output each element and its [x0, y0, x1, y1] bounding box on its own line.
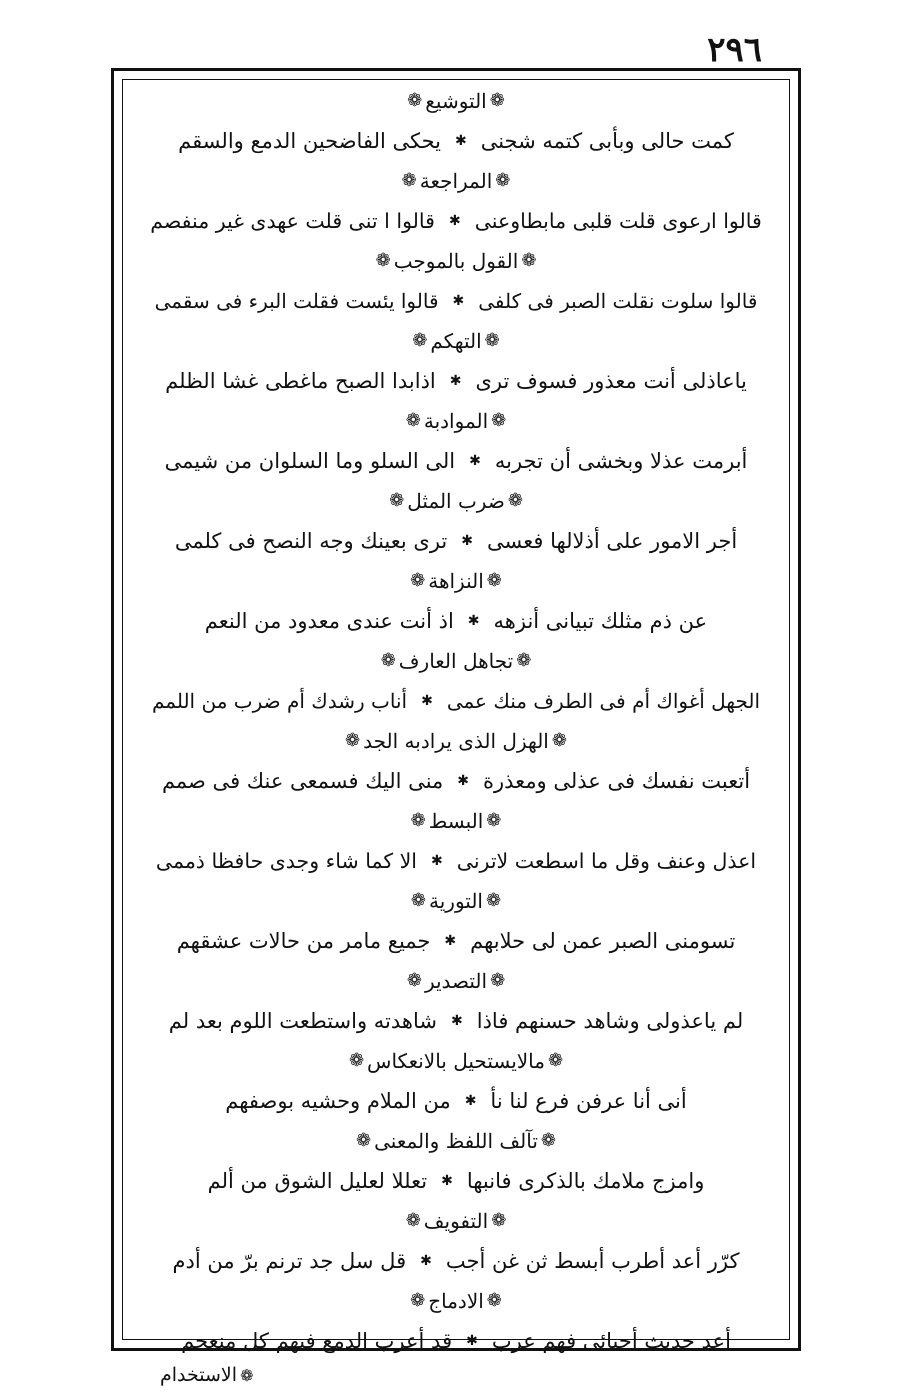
verse-second-hemistich: من الملام وحشيه بوصفهم — [225, 1089, 451, 1113]
ornament-icon: ❁ — [516, 650, 532, 671]
ornament-icon: ❁ — [345, 730, 361, 751]
section-heading — [150, 962, 762, 1000]
section-heading — [150, 562, 762, 600]
ornament-icon: ❁ — [356, 1130, 372, 1151]
section-heading — [150, 162, 762, 200]
verse-line — [150, 280, 762, 322]
section-heading — [150, 1202, 762, 1240]
verse-line — [150, 1240, 762, 1282]
section-heading — [150, 642, 762, 680]
verse-second-hemistich: اذابدا الصبح ماغطى غشا الظلم — [165, 369, 436, 393]
ornament-icon: ❁ — [410, 570, 426, 591]
poem-section — [150, 1282, 762, 1362]
verse-second-hemistich: الى السلو وما السلوان من شيمى — [164, 449, 456, 473]
verse-line — [150, 840, 762, 882]
verse-first-hemistich: أتعبت نفسك فى عذلى ومعذرة — [483, 769, 751, 793]
ornament-icon: ❁ — [406, 970, 422, 991]
verse-second-hemistich: قالوا ا تنى قلت عهدى غير منفصم — [150, 209, 435, 233]
section-heading — [150, 1042, 762, 1080]
ornament-icon: ❁ — [485, 890, 502, 911]
hemistich-separator-icon: ✱ — [469, 453, 481, 469]
hemistich-separator-icon: ✱ — [451, 1013, 463, 1029]
verse-second-hemistich: أناب رشدك أم ضرب من اللمم — [151, 689, 408, 713]
section-heading — [150, 82, 762, 120]
heading-text: الادماج — [428, 1289, 484, 1313]
poem-section — [150, 402, 762, 482]
verse-second-hemistich: قد أعرب الدمع فيهم كل منعجم — [181, 1329, 453, 1353]
poem-body — [150, 82, 762, 1362]
hemistich-separator-icon: ✱ — [448, 213, 461, 229]
verse-first-hemistich: أبرمت عذلا وبخشى أن تجربه — [494, 449, 748, 473]
page-number: ٢٩٦ — [707, 30, 762, 70]
poem-section — [150, 1202, 762, 1282]
verse-first-hemistich: ياعاذلى أنت معذور فسوف ترى — [475, 369, 747, 393]
heading-text: الموادبة — [423, 409, 489, 433]
hemistich-separator-icon: ✱ — [457, 773, 470, 789]
heading-text: مالايستحيل بالانعكاس — [367, 1049, 545, 1073]
hemistich-separator-icon: ✱ — [421, 693, 433, 709]
ornament-icon: ❁ — [240, 1366, 254, 1385]
poem-section — [150, 562, 762, 642]
hemistich-separator-icon: ✱ — [467, 613, 480, 629]
ornament-icon: ❁ — [551, 730, 567, 751]
section-heading — [150, 1282, 762, 1320]
section-heading — [150, 802, 762, 840]
section-heading — [150, 242, 762, 280]
verse-second-hemistich: منى اليك فسمعى عنك فى صمم — [161, 769, 444, 793]
verse-second-hemistich: يحكى الفاضحين الدمع والسقم — [178, 129, 441, 153]
hemistich-separator-icon: ✱ — [420, 1253, 432, 1269]
verse-second-hemistich: شاهدته واستطعت اللوم بعد لم — [168, 1009, 437, 1033]
section-heading — [150, 322, 762, 360]
verse-line — [150, 440, 762, 482]
heading-text: التهكم — [430, 329, 482, 353]
poem-section — [150, 882, 762, 962]
hemistich-separator-icon: ✱ — [449, 373, 462, 389]
verse-first-hemistich: كمت حالى وبأبى كتمه شجنى — [480, 129, 734, 153]
heading-text: التوشيع — [425, 89, 487, 113]
verse-first-hemistich: أجر الامور على أذلالها فعسى — [487, 529, 738, 553]
poem-section — [150, 1122, 762, 1202]
verse-line — [150, 520, 762, 562]
ornament-icon: ❁ — [380, 650, 396, 671]
ornament-icon: ❁ — [540, 1130, 556, 1151]
poem-section — [150, 1042, 762, 1122]
ornament-icon: ❁ — [348, 1050, 365, 1071]
ornament-icon: ❁ — [521, 250, 537, 271]
verse-first-hemistich: أنى أنا عرفن فرع لنا نأ — [490, 1089, 687, 1113]
verse-first-hemistich: قالوا سلوت نقلت الصبر فى كلفى — [478, 289, 758, 313]
poem-section — [150, 82, 762, 162]
verse-line — [150, 760, 762, 802]
ornament-icon: ❁ — [410, 1290, 426, 1311]
heading-text: التفويف — [423, 1209, 489, 1233]
ornament-icon: ❁ — [486, 1290, 502, 1311]
heading-text: تآلف اللفظ والمعنى — [374, 1129, 538, 1153]
heading-text: ضرب المثل — [407, 489, 505, 513]
heading-text: القول بالموجب — [393, 249, 519, 273]
poem-section — [150, 642, 762, 722]
verse-line — [150, 920, 762, 962]
hemistich-separator-icon: ✱ — [444, 933, 457, 949]
verse-second-hemistich: قالوا يئست فقلت البرء فى سقمى — [154, 289, 439, 313]
verse-second-hemistich: اذ أنت عندى معدود من النعم — [204, 609, 454, 633]
ornament-icon: ❁ — [490, 970, 506, 991]
ornament-icon: ❁ — [410, 890, 427, 911]
ornament-icon: ❁ — [486, 810, 502, 831]
hemistich-separator-icon: ✱ — [452, 293, 465, 309]
section-heading — [150, 882, 762, 920]
verse-line — [150, 600, 762, 642]
heading-text: التصدير — [424, 969, 488, 993]
verse-first-hemistich: لم ياعذولى وشاهد حسنهم فاذا — [476, 1009, 744, 1033]
ornament-icon: ❁ — [486, 570, 502, 591]
heading-text: التورية — [429, 889, 483, 913]
ornament-icon: ❁ — [401, 170, 417, 191]
verse-first-hemistich: قالوا ارعوى قلت قلبى مابطاوعنى — [474, 209, 762, 233]
verse-first-hemistich: الجهل أغواك أم فى الطرف منك عمى — [446, 689, 761, 713]
section-heading — [150, 482, 762, 520]
verse-first-hemistich: اعذل وعنف وقل ما اسطعت لاترنى — [456, 849, 757, 873]
heading-text: الهزل الذى يرادبه الجد — [363, 729, 549, 753]
catchword — [160, 1364, 256, 1386]
ornament-icon: ❁ — [489, 90, 505, 111]
ornament-icon: ❁ — [407, 90, 423, 111]
verse-line — [150, 1320, 762, 1362]
ornament-icon: ❁ — [389, 490, 405, 511]
verse-first-hemistich: كرّر أعد أطرب أبسط ثن غن أجب — [445, 1249, 740, 1273]
hemistich-separator-icon: ✱ — [441, 1173, 453, 1189]
ornament-icon: ❁ — [405, 410, 421, 431]
verse-first-hemistich: عن ذم مثلك تبيانى أنزهه — [493, 609, 708, 633]
section-heading — [150, 1122, 762, 1160]
ornament-icon: ❁ — [491, 1210, 507, 1231]
hemistich-separator-icon: ✱ — [431, 853, 443, 869]
verse-second-hemistich: جميع مامر من حالات عشقهم — [176, 929, 431, 953]
poem-section — [150, 482, 762, 562]
section-heading — [150, 402, 762, 440]
poem-section — [150, 962, 762, 1042]
verse-line — [150, 680, 762, 722]
verse-first-hemistich: وامزج ملامك بالذكرى فانبها — [466, 1169, 705, 1193]
heading-text: المراجعة — [419, 169, 493, 193]
ornament-icon: ❁ — [491, 410, 507, 431]
heading-text: البسط — [428, 809, 484, 833]
verse-second-hemistich: ترى بعينك وجه النصح فى كلمى — [174, 529, 448, 553]
ornament-icon: ❁ — [507, 490, 523, 511]
poem-section — [150, 242, 762, 322]
verse-second-hemistich: الا كما شاء وجدى حافظا ذممى — [155, 849, 417, 873]
hemistich-separator-icon: ✱ — [454, 133, 467, 149]
poem-section — [150, 722, 762, 802]
hemistich-separator-icon: ✱ — [461, 533, 473, 549]
poem-section — [150, 322, 762, 402]
ornament-icon: ❁ — [410, 810, 426, 831]
ornament-icon: ❁ — [484, 330, 500, 351]
ornament-icon: ❁ — [375, 250, 391, 271]
heading-text: النزاهة — [428, 569, 484, 593]
verse-line — [150, 1080, 762, 1122]
ornament-icon: ❁ — [495, 170, 511, 191]
ornament-icon: ❁ — [405, 1210, 421, 1231]
ornament-icon: ❁ — [412, 330, 428, 351]
section-heading — [150, 722, 762, 760]
poem-section — [150, 162, 762, 242]
verse-first-hemistich: تسومنى الصبر عمن لى حلابهم — [470, 929, 736, 953]
verse-second-hemistich: تعللا لعليل الشوق من ألم — [207, 1169, 428, 1193]
hemistich-separator-icon: ✱ — [466, 1333, 478, 1349]
verse-line — [150, 200, 762, 242]
verse-line — [150, 360, 762, 402]
poem-section — [150, 802, 762, 882]
hemistich-separator-icon: ✱ — [464, 1093, 477, 1109]
ornament-icon: ❁ — [547, 1050, 564, 1071]
verse-line — [150, 120, 762, 162]
heading-text: تجاهل العارف — [398, 649, 514, 673]
verse-first-hemistich: أعد حديث أحبائى فهم عرب — [491, 1329, 731, 1353]
catchword-text: الاستخدام — [160, 1364, 238, 1386]
verse-second-hemistich: قل سل جد ترنم برّ من أدم — [172, 1249, 407, 1273]
verse-line — [150, 1160, 762, 1202]
verse-line — [150, 1000, 762, 1042]
